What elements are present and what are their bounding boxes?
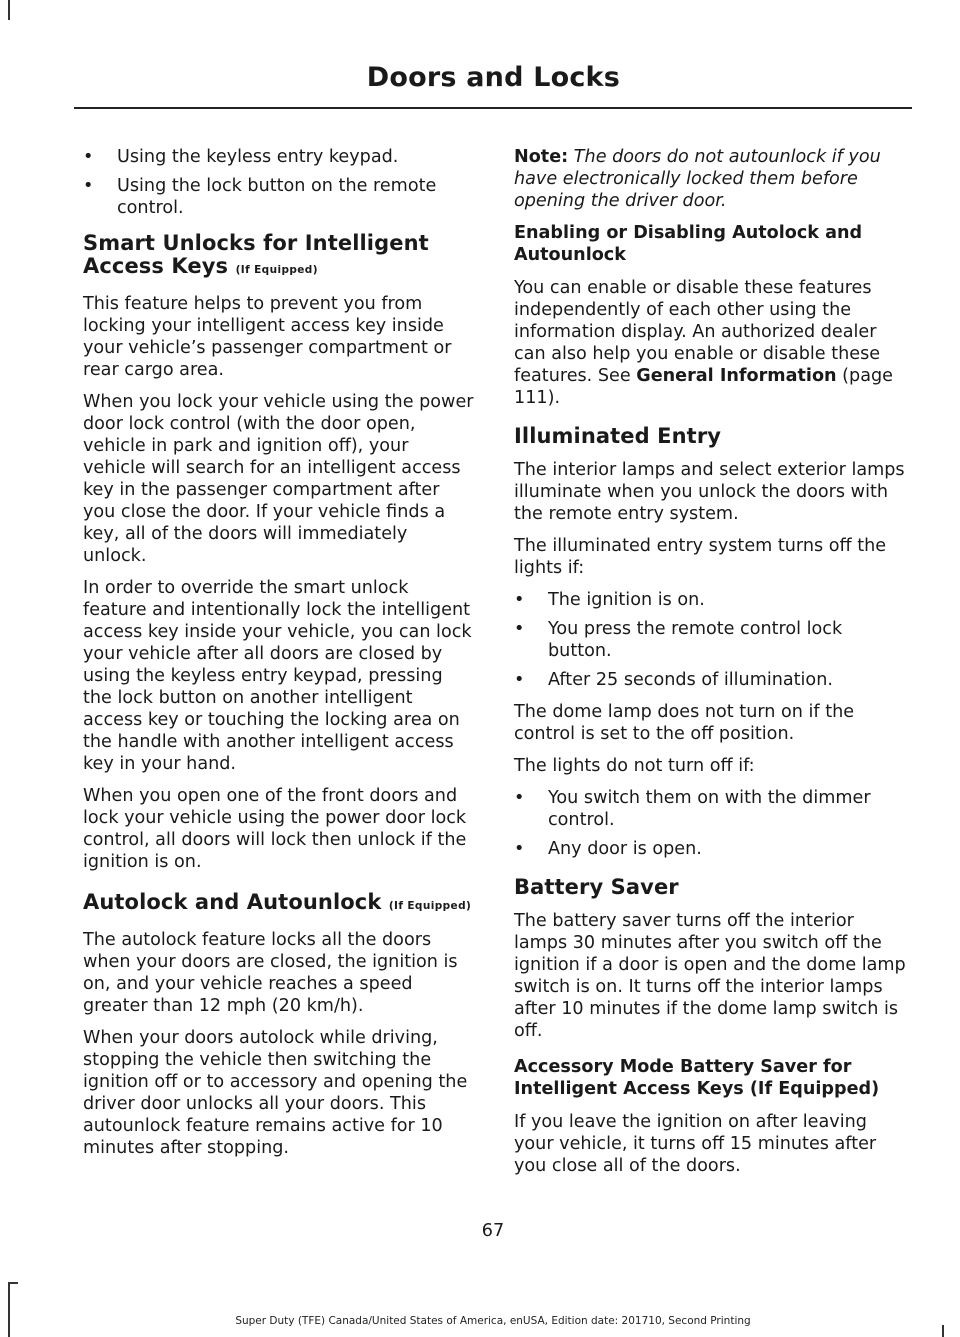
bullet-dot: •	[514, 590, 525, 610]
section-title: Doors and Locks	[366, 62, 620, 93]
bullet-dot: •	[514, 619, 525, 639]
paragraph: The lights do not turn off if:	[514, 756, 755, 776]
heading-enabling: Enabling or Disabling Autolock and Autounlock	[514, 223, 863, 265]
page-number: 67	[481, 1221, 505, 1241]
crop-mark-bottom-left-h	[8, 1282, 18, 1284]
paragraph: When you open one of the front doors and lock your vehicle using the power door lock control, all doors will lock then unlock if the ignition is on.	[83, 786, 467, 872]
crop-mark-top-left	[8, 0, 10, 20]
header-rule	[74, 107, 912, 109]
list-item: • The ignition is on.	[514, 590, 705, 610]
list-item: • Using the lock button on the remote control.	[83, 176, 437, 218]
crop-mark-bottom-left	[8, 1282, 10, 1337]
list-item: • After 25 seconds of illumination.	[514, 670, 833, 690]
heading-smart-unlocks: Smart Unlocks for Intelligent Access Keys (If Equipped)	[83, 231, 429, 278]
bullet-dot: •	[514, 839, 525, 859]
heading-battery-saver: Battery Saver	[514, 875, 679, 899]
bullet-dot: •	[83, 147, 94, 167]
paragraph: The autolock feature locks all the doors when your doors are closed, the ignition is on, and your vehicle reaches a speed greater than 12 mph (20 km/h).	[83, 930, 458, 1016]
footer-edition: Super Duty (TFE) Canada/United States of America, enUSA, Edition date: 201710, Second Printing	[235, 1315, 751, 1327]
paragraph: This feature helps to prevent you from locking your intelligent access key inside your vehicle’s passenger compartment or rear cargo area.	[83, 294, 452, 380]
bullet-dot: •	[514, 788, 525, 808]
heading-autolock: Autolock and Autounlock (If Equipped)	[83, 890, 472, 914]
list-item: • Any door is open.	[514, 839, 702, 859]
cross-reference-link[interactable]: General Information	[636, 366, 837, 386]
left-column	[83, 146, 475, 1169]
list-item: • You press the remote control lock button.	[514, 619, 843, 661]
paragraph: The illuminated entry system turns off the lights if:	[514, 536, 887, 578]
bullet-dot: •	[83, 176, 94, 196]
paragraph: When you lock your vehicle using the power door lock control (with the door open, vehicle in park and ignition off), your vehicle will search for an intelligent access key in the passenger compartment after you close the door. If your vehicle finds a key, all of the doors will immediately unlock.	[83, 392, 474, 566]
right-column	[514, 146, 909, 1187]
paragraph: The dome lamp does not turn on if the control is set to the off position.	[514, 702, 855, 744]
heading-illuminated-entry: Illuminated Entry	[514, 424, 722, 448]
paragraph: If you leave the ignition on after leaving your vehicle, it turns off 15 minutes after you close all of the doors.	[514, 1112, 877, 1176]
paragraph: The battery saver turns off the interior lamps 30 minutes after you switch off the ignition if a door is open and the dome lamp switch is on. It turns off the interior lamps after 10 minutes if the dome lamp switch is off.	[514, 911, 906, 1041]
bullet-dot: •	[514, 670, 525, 690]
heading-accessory-mode: Accessory Mode Battery Saver for Intelligent Access Keys (If Equipped)	[514, 1057, 880, 1099]
paragraph: When your doors autolock while driving, stopping the vehicle then switching the ignition off or to accessory and opening the driver door unlocks all your doors. This autounlock feature remains active for 10 minutes after stopping.	[83, 1028, 468, 1158]
list-item: • Using the keyless entry keypad.	[83, 147, 399, 167]
paragraph: You can enable or disable these features independently of each other using the information display. An authorized dealer can also help you enable or disable these features. See General Information (page 111).	[514, 278, 893, 408]
paragraph: In order to override the smart unlock feature and intentionally lock the intelligent access key inside your vehicle, you can lock your vehicle after all doors are closed by using the keyless entry keypad, pressing the lock button on another intelligent access key or touching the locking area on the handle with another intelligent access key in your hand.	[83, 578, 472, 774]
list-item: • You switch them on with the dimmer control.	[514, 788, 871, 830]
note: Note: The doors do not autounlock if you have electronically locked them before opening the driver door.	[514, 147, 881, 211]
paragraph: The interior lamps and select exterior lamps illuminate when you unlock the doors with the remote entry system.	[514, 460, 905, 524]
